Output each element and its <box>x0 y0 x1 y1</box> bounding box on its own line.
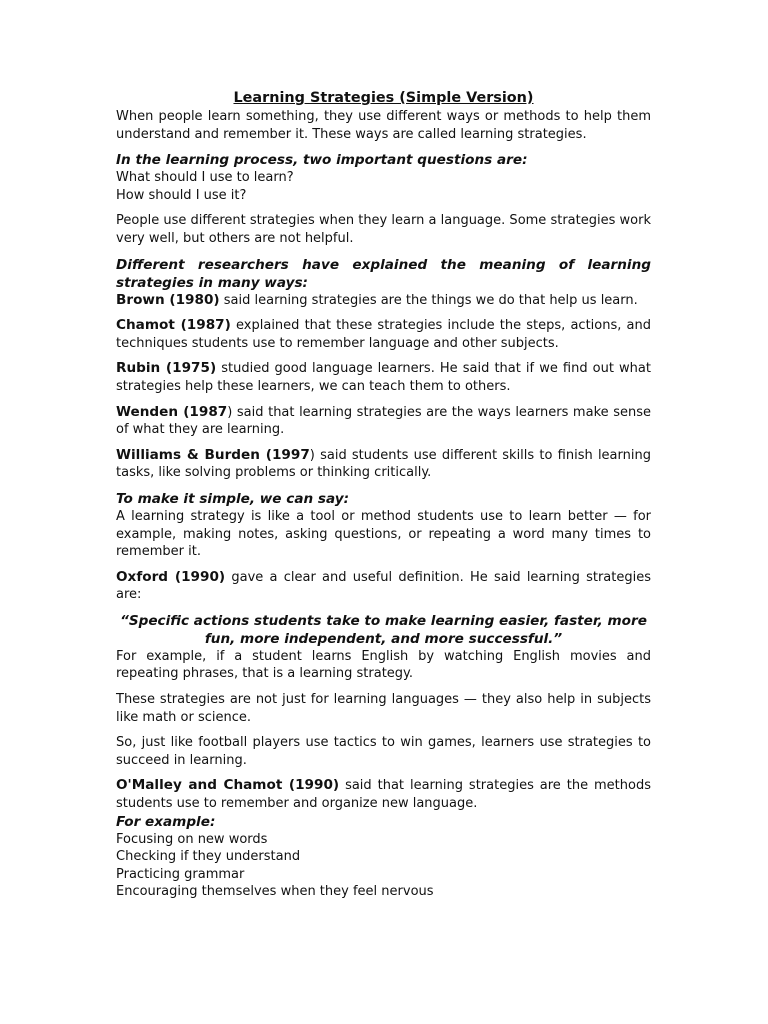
definition-text: said learning strategies are the things we do that help us learn. <box>219 292 638 308</box>
document-title: Learning Strategies (Simple Version) <box>233 90 534 106</box>
definition-chamot <box>116 317 651 352</box>
omalley-paragraph <box>116 777 651 812</box>
researcher-name: Rubin (1975) <box>116 360 217 377</box>
definition-brown <box>116 292 651 310</box>
definition-text: studied good language learners. He said that if we find out what strategies help these learners, we can teach them to others. <box>116 361 651 394</box>
definition-text: gave a clear and useful definition. He said learning strategies are: <box>116 569 651 603</box>
definition-williams-burden <box>116 447 651 482</box>
list-item: Checking if they understand <box>116 849 301 865</box>
definition-wenden <box>116 404 651 439</box>
oxford-quote: “Specific actions students take to make learning easier, faster, more fun, more independent, and more successful.” <box>120 612 647 647</box>
list-item: Focusing on new words <box>116 831 268 847</box>
definition-rubin <box>116 360 651 395</box>
intro-paragraph: When people learn something, they use different ways or methods to help them understand and remember it. These ways are called learning strategies. <box>116 109 651 142</box>
question-2: How should I use it? <box>116 187 247 203</box>
oxford-paragraph <box>116 569 651 604</box>
researcher-name: O'Malley and Chamot (1990) <box>116 777 340 794</box>
researcher-name: Williams & Burden (1997 <box>116 446 310 463</box>
simple-paragraph: A learning strategy is like a tool or method students use to learn better — for example, making notes, asking questions, or repeating a word many times to remember it. <box>116 508 651 560</box>
people-use-paragraph: People use different strategies when they learn a language. Some strategies work very well, but others are not helpful. <box>116 213 651 246</box>
football-paragraph: So, just like football players use tactics to win games, learners use strategies to succeed in learning. <box>116 735 651 768</box>
definition-text: ) said students use different skills to finish learning tasks, like solving problems or thinking critically. <box>116 447 651 481</box>
definition-text: explained that these strategies include the steps, actions, and techniques students use to remember language and other subjects. <box>116 318 651 351</box>
researcher-name: Wenden (1987 <box>116 403 228 420</box>
researcher-name: Oxford (1990) <box>116 568 226 585</box>
definition-text: ) said that learning strategies are the ways learners make sense of what they are learning. <box>116 404 651 438</box>
simple-heading: To make it simple, we can say: <box>116 490 350 507</box>
not-just-languages-paragraph: These strategies are not just for learning languages — they also help in subjects like math or science. <box>116 692 651 725</box>
researcher-name: Chamot (1987) <box>116 317 231 334</box>
researchers-heading: Different researchers have explained the meaning of learning strategies in many ways: <box>116 256 651 291</box>
definition-text: said that learning strategies are the methods students use to remember and organize new language. <box>116 778 652 812</box>
questions-heading: In the learning process, two important questions are: <box>116 152 528 169</box>
question-1: What should I use to learn? <box>116 170 294 186</box>
list-item: Encouraging themselves when they feel nervous <box>116 884 434 900</box>
list-item: Practicing grammar <box>116 866 245 882</box>
researcher-name: Brown (1980) <box>116 291 220 308</box>
example-movies-paragraph: For example, if a student learns English by watching English movies and repeating phrases, that is a learning strategy. <box>116 648 651 682</box>
for-example-heading: For example: <box>116 813 216 830</box>
